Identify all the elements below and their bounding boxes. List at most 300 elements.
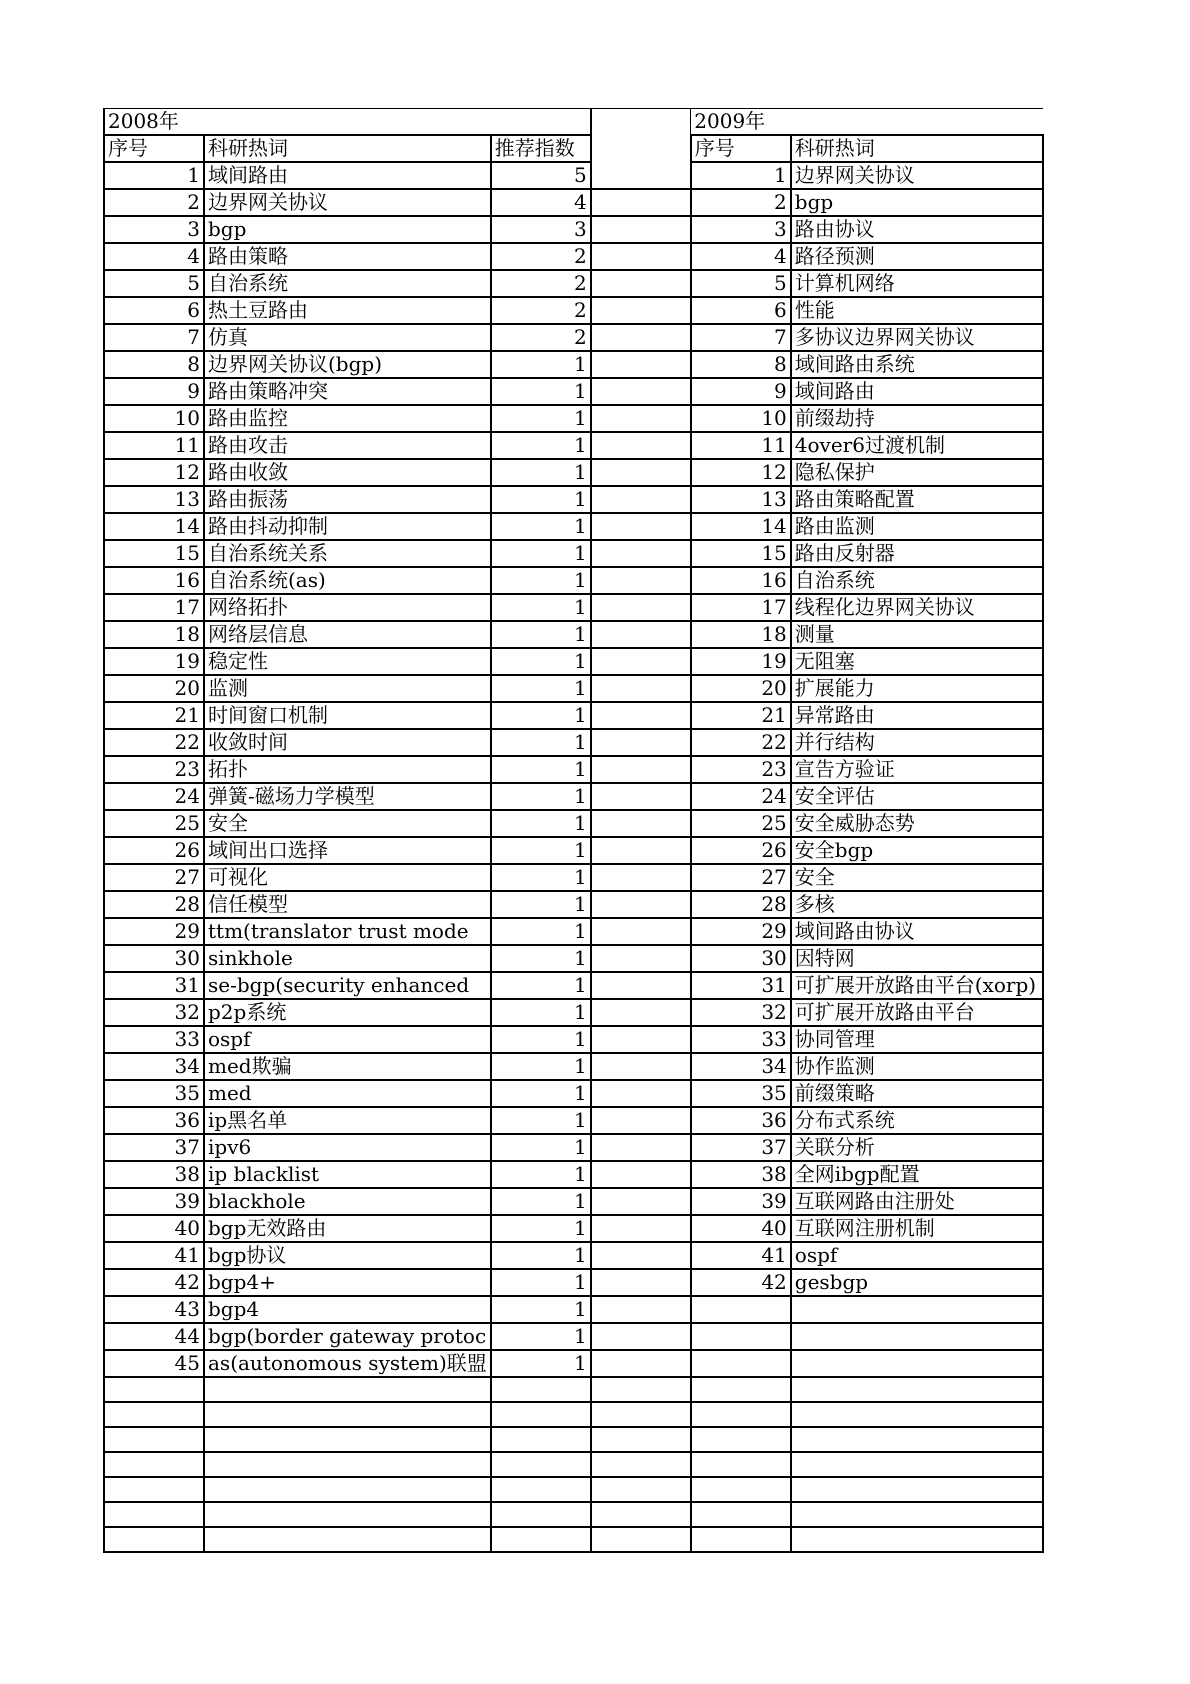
cell-index-2009[interactable]: 28 [691, 891, 791, 918]
cell-term-2009[interactable]: 因特网 [791, 945, 1043, 972]
cell-score-2008[interactable]: 1 [491, 540, 591, 567]
cell-term-2008[interactable]: 自治系统 [204, 270, 491, 297]
spacer-cell [591, 1188, 691, 1215]
cell-index-2008[interactable]: 6 [104, 297, 204, 324]
cell-term-2009[interactable]: 线程化边界网关协议 [791, 594, 1043, 621]
cell-score-2008[interactable]: 1 [491, 1161, 591, 1188]
cell-index-2008[interactable]: 23 [104, 756, 204, 783]
cell-index-2009[interactable]: 22 [691, 729, 791, 756]
cell-score-2008[interactable]: 1 [491, 1215, 591, 1242]
cell-index-2008[interactable] [104, 1427, 204, 1452]
cell-score-2008[interactable] [491, 1377, 591, 1402]
cell-term-2009[interactable]: 前缀劫持 [791, 405, 1043, 432]
table-row [104, 432, 1043, 459]
cell-index-2009[interactable]: 8 [691, 351, 791, 378]
cell-term-2009[interactable] [791, 1377, 1043, 1402]
cell-index-2009[interactable]: 24 [691, 783, 791, 810]
cell-term-2009[interactable]: 无阻塞 [791, 648, 1043, 675]
cell-term-2008[interactable]: 网络层信息 [204, 621, 491, 648]
cell-index-2009[interactable]: 36 [691, 1107, 791, 1134]
cell-term-2008[interactable]: se-bgp(security enhanced [204, 972, 491, 999]
cell-index-2009[interactable]: 3 [691, 216, 791, 243]
spacer-cell [591, 675, 691, 702]
cell-index-2009[interactable]: 2 [691, 189, 791, 216]
cell-term-2009[interactable]: 4over6过渡机制 [791, 432, 1043, 459]
cell-score-2008[interactable]: 1 [491, 594, 591, 621]
cell-term-2008[interactable]: 安全 [204, 810, 491, 837]
spacer-cell [591, 1107, 691, 1134]
cell-term-2008[interactable]: 稳定性 [204, 648, 491, 675]
cell-index-2008[interactable]: 34 [104, 1053, 204, 1080]
cell-term-2008[interactable]: 收敛时间 [204, 729, 491, 756]
cell-score-2008[interactable]: 1 [491, 1188, 591, 1215]
cell-index-2009[interactable]: 30 [691, 945, 791, 972]
cell-term-2009[interactable]: 多协议边界网关协议 [791, 324, 1043, 351]
cell-term-2008[interactable]: 自治系统关系 [204, 540, 491, 567]
cell-term-2008[interactable]: 热土豆路由 [204, 297, 491, 324]
cell-term-2008[interactable]: 路由抖动抑制 [204, 513, 491, 540]
cell-term-2009[interactable]: bgp [791, 189, 1043, 216]
cell-index-2009[interactable]: 21 [691, 702, 791, 729]
cell-term-2009[interactable]: 协同管理 [791, 1026, 1043, 1053]
cell-index-2009[interactable] [691, 1477, 791, 1502]
table-row [104, 999, 1043, 1026]
cell-score-2008[interactable]: 1 [491, 864, 591, 891]
spacer-cell [591, 1402, 691, 1427]
cell-term-2008[interactable]: bgp4+ [204, 1269, 491, 1296]
spacer-cell [591, 1477, 691, 1502]
cell-index-2008[interactable]: 26 [104, 837, 204, 864]
cell-score-2008[interactable]: 1 [491, 459, 591, 486]
cell-term-2009[interactable]: 隐私保护 [791, 459, 1043, 486]
cell-term-2008[interactable]: med [204, 1080, 491, 1107]
cell-index-2008[interactable]: 32 [104, 999, 204, 1026]
cell-term-2009[interactable]: 边界网关协议 [791, 162, 1043, 189]
cell-index-2009[interactable]: 42 [691, 1269, 791, 1296]
spacer-cell [591, 432, 691, 459]
table-row [104, 864, 1043, 891]
cell-index-2009[interactable]: 9 [691, 378, 791, 405]
cell-index-2009[interactable]: 37 [691, 1134, 791, 1161]
cell-index-2009[interactable]: 33 [691, 1026, 791, 1053]
cell-score-2008[interactable]: 1 [491, 783, 591, 810]
cell-term-2009[interactable] [791, 1296, 1043, 1323]
cell-term-2008[interactable]: bgp协议 [204, 1242, 491, 1269]
cell-index-2008[interactable]: 15 [104, 540, 204, 567]
cell-term-2008[interactable]: sinkhole [204, 945, 491, 972]
cell-score-2008[interactable]: 1 [491, 945, 591, 972]
cell-score-2008[interactable]: 1 [491, 486, 591, 513]
cell-score-2008[interactable]: 1 [491, 675, 591, 702]
cell-index-2009[interactable]: 39 [691, 1188, 791, 1215]
cell-term-2009[interactable]: 异常路由 [791, 702, 1043, 729]
cell-score-2008[interactable]: 1 [491, 837, 591, 864]
cell-term-2009[interactable]: gesbgp [791, 1269, 1043, 1296]
cell-term-2009[interactable]: 关联分析 [791, 1134, 1043, 1161]
cell-index-2008[interactable] [104, 1452, 204, 1477]
cell-term-2008[interactable]: 路由攻击 [204, 432, 491, 459]
cell-term-2009[interactable]: 前缀策略 [791, 1080, 1043, 1107]
cell-term-2008[interactable]: 仿真 [204, 324, 491, 351]
cell-term-2008[interactable]: 路由振荡 [204, 486, 491, 513]
cell-score-2008[interactable]: 1 [491, 918, 591, 945]
cell-index-2008[interactable]: 11 [104, 432, 204, 459]
cell-term-2008[interactable]: 可视化 [204, 864, 491, 891]
cell-score-2008[interactable]: 1 [491, 648, 591, 675]
cell-index-2009[interactable] [691, 1350, 791, 1377]
cell-index-2009[interactable]: 19 [691, 648, 791, 675]
cell-term-2009[interactable]: 分布式系统 [791, 1107, 1043, 1134]
cell-term-2009[interactable]: 互联网注册机制 [791, 1215, 1043, 1242]
spacer-cell [591, 864, 691, 891]
cell-term-2009[interactable]: 安全bgp [791, 837, 1043, 864]
cell-index-2008[interactable]: 13 [104, 486, 204, 513]
cell-index-2008[interactable]: 4 [104, 243, 204, 270]
cell-term-2009[interactable] [791, 1323, 1043, 1350]
cell-score-2008[interactable]: 2 [491, 270, 591, 297]
cell-score-2008[interactable] [491, 1402, 591, 1427]
cell-term-2008[interactable] [204, 1377, 491, 1402]
cell-score-2008[interactable]: 1 [491, 1242, 591, 1269]
cell-index-2008[interactable]: 2 [104, 189, 204, 216]
spacer-cell [591, 1377, 691, 1402]
cell-index-2008[interactable]: 37 [104, 1134, 204, 1161]
cell-score-2008[interactable]: 1 [491, 999, 591, 1026]
cell-score-2008[interactable]: 1 [491, 972, 591, 999]
cell-term-2008[interactable]: bgp无效路由 [204, 1215, 491, 1242]
cell-score-2008[interactable] [491, 1527, 591, 1552]
spacer-cell [591, 162, 691, 189]
cell-index-2009[interactable]: 17 [691, 594, 791, 621]
cell-term-2009[interactable]: 安全威胁态势 [791, 810, 1043, 837]
cell-index-2009[interactable]: 14 [691, 513, 791, 540]
cell-term-2008[interactable]: 时间窗口机制 [204, 702, 491, 729]
cell-index-2008[interactable]: 33 [104, 1026, 204, 1053]
year-row [104, 109, 1043, 136]
table-row [104, 1080, 1043, 1107]
spacer-cell [591, 1323, 691, 1350]
cell-score-2008[interactable]: 1 [491, 1053, 591, 1080]
cell-index-2008[interactable]: 41 [104, 1242, 204, 1269]
cell-index-2008[interactable]: 1 [104, 162, 204, 189]
cell-index-2008[interactable]: 10 [104, 405, 204, 432]
cell-score-2008[interactable]: 1 [491, 729, 591, 756]
cell-score-2008[interactable]: 1 [491, 1296, 591, 1323]
cell-index-2009[interactable]: 25 [691, 810, 791, 837]
cell-score-2008[interactable] [491, 1477, 591, 1502]
cell-index-2008[interactable]: 17 [104, 594, 204, 621]
cell-score-2008[interactable] [491, 1427, 591, 1452]
cell-term-2008[interactable]: 路由策略 [204, 243, 491, 270]
cell-score-2008[interactable]: 1 [491, 891, 591, 918]
cell-score-2008[interactable]: 2 [491, 243, 591, 270]
cell-term-2009[interactable]: 安全 [791, 864, 1043, 891]
cell-term-2009[interactable]: 互联网路由注册处 [791, 1188, 1043, 1215]
spacer-cell [591, 540, 691, 567]
cell-index-2008[interactable]: 38 [104, 1161, 204, 1188]
cell-term-2008[interactable]: bgp(border gateway protoc [204, 1323, 491, 1350]
cell-index-2009[interactable]: 11 [691, 432, 791, 459]
year-2009-label: 2009年 [691, 109, 1043, 136]
cell-term-2008[interactable] [204, 1427, 491, 1452]
cell-score-2008[interactable] [491, 1452, 591, 1477]
cell-term-2009[interactable]: 域间路由协议 [791, 918, 1043, 945]
cell-term-2009[interactable]: 多核 [791, 891, 1043, 918]
cell-term-2008[interactable]: 域间路由 [204, 162, 491, 189]
cell-index-2008[interactable]: 18 [104, 621, 204, 648]
cell-term-2009[interactable] [791, 1427, 1043, 1452]
cell-index-2009[interactable]: 41 [691, 1242, 791, 1269]
cell-term-2009[interactable] [791, 1527, 1043, 1552]
cell-index-2008[interactable]: 14 [104, 513, 204, 540]
cell-index-2008[interactable]: 12 [104, 459, 204, 486]
table-row [104, 702, 1043, 729]
spacer-cell [591, 999, 691, 1026]
table-row [104, 1215, 1043, 1242]
table-row [104, 324, 1043, 351]
cell-term-2009[interactable]: 宣告方验证 [791, 756, 1043, 783]
cell-term-2009[interactable]: 协作监测 [791, 1053, 1043, 1080]
cell-index-2008[interactable]: 19 [104, 648, 204, 675]
cell-index-2008[interactable]: 22 [104, 729, 204, 756]
cell-term-2008[interactable] [204, 1527, 491, 1552]
spacer-cell [591, 1215, 691, 1242]
cell-term-2008[interactable] [204, 1502, 491, 1527]
cell-index-2008[interactable]: 7 [104, 324, 204, 351]
cell-term-2009[interactable]: 路径预测 [791, 243, 1043, 270]
cell-score-2008[interactable]: 1 [491, 432, 591, 459]
cell-score-2008[interactable] [491, 1502, 591, 1527]
cell-term-2008[interactable]: 路由策略冲突 [204, 378, 491, 405]
table-row [104, 594, 1043, 621]
table-row [104, 162, 1043, 189]
cell-term-2009[interactable]: 全网ibgp配置 [791, 1161, 1043, 1188]
cell-term-2008[interactable] [204, 1452, 491, 1477]
cell-index-2008[interactable]: 45 [104, 1350, 204, 1377]
cell-term-2008[interactable]: 拓扑 [204, 756, 491, 783]
cell-index-2009[interactable]: 27 [691, 864, 791, 891]
cell-term-2009[interactable]: 性能 [791, 297, 1043, 324]
cell-index-2008[interactable]: 39 [104, 1188, 204, 1215]
cell-index-2008[interactable]: 25 [104, 810, 204, 837]
cell-index-2008[interactable]: 29 [104, 918, 204, 945]
cell-term-2008[interactable]: 监测 [204, 675, 491, 702]
cell-index-2008[interactable]: 43 [104, 1296, 204, 1323]
cell-term-2009[interactable]: 路由反射器 [791, 540, 1043, 567]
cell-score-2008[interactable]: 1 [491, 1323, 591, 1350]
spacer-cell [591, 945, 691, 972]
table-row [104, 1053, 1043, 1080]
cell-index-2008[interactable]: 16 [104, 567, 204, 594]
cell-term-2009[interactable]: 自治系统 [791, 567, 1043, 594]
cell-index-2008[interactable]: 42 [104, 1269, 204, 1296]
cell-index-2009[interactable]: 12 [691, 459, 791, 486]
cell-index-2009[interactable]: 10 [691, 405, 791, 432]
cell-term-2008[interactable]: blackhole [204, 1188, 491, 1215]
cell-index-2009[interactable]: 26 [691, 837, 791, 864]
cell-index-2009[interactable]: 35 [691, 1080, 791, 1107]
cell-index-2008[interactable]: 28 [104, 891, 204, 918]
cell-term-2008[interactable]: ip blacklist [204, 1161, 491, 1188]
cell-term-2008[interactable]: ttm(translator trust mode [204, 918, 491, 945]
cell-index-2009[interactable]: 6 [691, 297, 791, 324]
cell-index-2008[interactable]: 35 [104, 1080, 204, 1107]
cell-index-2008[interactable] [104, 1402, 204, 1427]
cell-term-2008[interactable]: 边界网关协议(bgp) [204, 351, 491, 378]
table-row [104, 918, 1043, 945]
cell-index-2009[interactable]: 15 [691, 540, 791, 567]
cell-term-2009[interactable]: 可扩展开放路由平台(xorp) [791, 972, 1043, 999]
cell-term-2009[interactable]: 路由策略配置 [791, 486, 1043, 513]
cell-score-2008[interactable]: 2 [491, 324, 591, 351]
cell-term-2008[interactable]: bgp [204, 216, 491, 243]
cell-score-2008[interactable]: 1 [491, 756, 591, 783]
cell-index-2009[interactable] [691, 1452, 791, 1477]
cell-term-2009[interactable] [791, 1402, 1043, 1427]
cell-index-2009[interactable] [691, 1377, 791, 1402]
cell-index-2009[interactable] [691, 1402, 791, 1427]
cell-score-2008[interactable]: 1 [491, 567, 591, 594]
cell-index-2008[interactable]: 9 [104, 378, 204, 405]
cell-score-2008[interactable]: 1 [491, 378, 591, 405]
cell-score-2008[interactable]: 1 [491, 702, 591, 729]
spacer-cell [591, 1296, 691, 1323]
spacer-cell [591, 702, 691, 729]
cell-score-2008[interactable]: 1 [491, 1350, 591, 1377]
cell-index-2009[interactable]: 5 [691, 270, 791, 297]
cell-term-2008[interactable]: ospf [204, 1026, 491, 1053]
spacer-cell [591, 594, 691, 621]
cell-score-2008[interactable]: 1 [491, 810, 591, 837]
header-row [104, 135, 1043, 162]
cell-score-2008[interactable]: 1 [491, 1134, 591, 1161]
spacer-cell [591, 918, 691, 945]
cell-term-2009[interactable]: 并行结构 [791, 729, 1043, 756]
cell-term-2009[interactable]: 路由监测 [791, 513, 1043, 540]
cell-index-2008[interactable]: 3 [104, 216, 204, 243]
spacer-cell [591, 837, 691, 864]
cell-index-2008[interactable]: 8 [104, 351, 204, 378]
cell-term-2008[interactable]: bgp4 [204, 1296, 491, 1323]
cell-term-2008[interactable]: 网络拓扑 [204, 594, 491, 621]
cell-index-2008[interactable]: 30 [104, 945, 204, 972]
spacer-cell [591, 810, 691, 837]
cell-term-2008[interactable] [204, 1402, 491, 1427]
cell-index-2009[interactable] [691, 1427, 791, 1452]
cell-index-2009[interactable]: 38 [691, 1161, 791, 1188]
cell-index-2009[interactable]: 4 [691, 243, 791, 270]
cell-term-2008[interactable]: ip黑名单 [204, 1107, 491, 1134]
cell-term-2008[interactable]: 域间出口选择 [204, 837, 491, 864]
cell-term-2009[interactable]: 计算机网络 [791, 270, 1043, 297]
cell-term-2008[interactable]: p2p系统 [204, 999, 491, 1026]
cell-index-2009[interactable]: 20 [691, 675, 791, 702]
cell-index-2008[interactable] [104, 1377, 204, 1402]
cell-index-2009[interactable]: 34 [691, 1053, 791, 1080]
spacer-cell [591, 109, 691, 136]
spacer-cell [591, 1080, 691, 1107]
cell-score-2008[interactable]: 1 [491, 513, 591, 540]
cell-index-2009[interactable]: 23 [691, 756, 791, 783]
cell-index-2009[interactable]: 31 [691, 972, 791, 999]
cell-term-2008[interactable]: as(autonomous system)联盟 [204, 1350, 491, 1377]
cell-index-2008[interactable]: 20 [104, 675, 204, 702]
cell-index-2008[interactable]: 24 [104, 783, 204, 810]
cell-term-2008[interactable]: 路由监控 [204, 405, 491, 432]
cell-index-2008[interactable]: 27 [104, 864, 204, 891]
spacer-cell [591, 243, 691, 270]
cell-index-2008[interactable] [104, 1527, 204, 1552]
cell-score-2008[interactable]: 1 [491, 1080, 591, 1107]
cell-score-2008[interactable]: 1 [491, 1269, 591, 1296]
cell-index-2009[interactable]: 16 [691, 567, 791, 594]
cell-score-2008[interactable]: 1 [491, 405, 591, 432]
cell-index-2009[interactable] [691, 1527, 791, 1552]
cell-index-2009[interactable] [691, 1323, 791, 1350]
cell-index-2009[interactable] [691, 1296, 791, 1323]
cell-score-2008[interactable]: 2 [491, 297, 591, 324]
cell-term-2009[interactable] [791, 1350, 1043, 1377]
cell-index-2009[interactable]: 13 [691, 486, 791, 513]
cell-index-2008[interactable] [104, 1477, 204, 1502]
cell-term-2009[interactable]: 可扩展开放路由平台 [791, 999, 1043, 1026]
cell-term-2008[interactable]: 弹簧-磁场力学模型 [204, 783, 491, 810]
cell-score-2008[interactable]: 1 [491, 1026, 591, 1053]
cell-term-2009[interactable]: 域间路由系统 [791, 351, 1043, 378]
cell-term-2009[interactable] [791, 1502, 1043, 1527]
cell-index-2009[interactable]: 7 [691, 324, 791, 351]
cell-term-2008[interactable]: 边界网关协议 [204, 189, 491, 216]
cell-term-2008[interactable]: ipv6 [204, 1134, 491, 1161]
cell-term-2009[interactable]: ospf [791, 1242, 1043, 1269]
cell-term-2009[interactable]: 域间路由 [791, 378, 1043, 405]
cell-index-2008[interactable]: 44 [104, 1323, 204, 1350]
cell-index-2009[interactable]: 1 [691, 162, 791, 189]
cell-term-2008[interactable]: 自治系统(as) [204, 567, 491, 594]
cell-index-2008[interactable]: 21 [104, 702, 204, 729]
cell-score-2008[interactable]: 1 [491, 351, 591, 378]
cell-index-2009[interactable]: 18 [691, 621, 791, 648]
cell-score-2008[interactable]: 1 [491, 1107, 591, 1134]
cell-score-2008[interactable]: 1 [491, 621, 591, 648]
cell-term-2009[interactable]: 安全评估 [791, 783, 1043, 810]
cell-index-2008[interactable]: 31 [104, 972, 204, 999]
cell-score-2008[interactable]: 3 [491, 216, 591, 243]
cell-index-2009[interactable]: 29 [691, 918, 791, 945]
cell-term-2008[interactable]: 信任模型 [204, 891, 491, 918]
cell-score-2008[interactable]: 5 [491, 162, 591, 189]
cell-term-2008[interactable]: med欺骗 [204, 1053, 491, 1080]
cell-term-2009[interactable]: 路由协议 [791, 216, 1043, 243]
cell-term-2009[interactable] [791, 1452, 1043, 1477]
cell-index-2008[interactable] [104, 1502, 204, 1527]
cell-term-2008[interactable] [204, 1477, 491, 1502]
cell-term-2009[interactable]: 测量 [791, 621, 1043, 648]
table-row [104, 891, 1043, 918]
cell-index-2009[interactable]: 32 [691, 999, 791, 1026]
cell-term-2008[interactable]: 路由收敛 [204, 459, 491, 486]
cell-score-2008[interactable]: 4 [491, 189, 591, 216]
cell-index-2008[interactable]: 40 [104, 1215, 204, 1242]
cell-index-2009[interactable] [691, 1502, 791, 1527]
cell-term-2009[interactable]: 扩展能力 [791, 675, 1043, 702]
cell-index-2009[interactable]: 40 [691, 1215, 791, 1242]
cell-index-2008[interactable]: 36 [104, 1107, 204, 1134]
table-row [104, 540, 1043, 567]
cell-term-2009[interactable] [791, 1477, 1043, 1502]
spacer-cell [591, 297, 691, 324]
cell-index-2008[interactable]: 5 [104, 270, 204, 297]
